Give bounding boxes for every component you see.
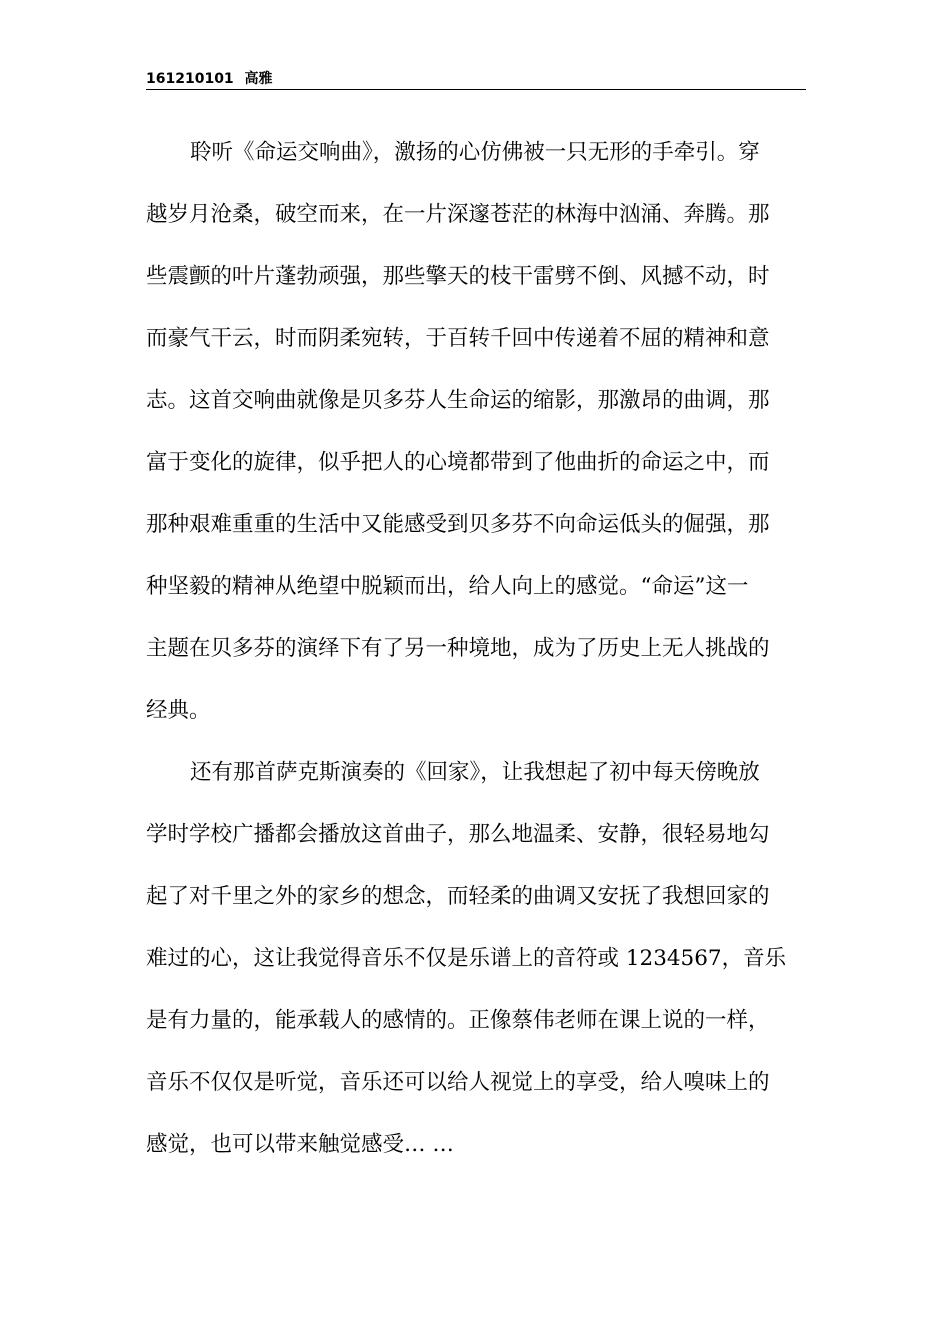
paragraph-line: 聆听《命运交响曲》，激扬的心仿佛被一只无形的手牵引。穿: [190, 140, 760, 165]
paragraph-line: 越岁月沧桑，破空而来，在一片深邃苍茫的林海中汹涌、奔腾。那: [146, 202, 770, 227]
paragraph-line: 感觉，也可以带来触觉感受… …: [146, 1132, 454, 1157]
paragraph-line: 学时学校广播都会播放这首曲子，那么地温柔、安静，很轻易地勾: [146, 822, 770, 847]
paragraph-line: 是有力量的，能承载人的感情的。正像蔡伟老师在课上说的一样，: [146, 1008, 770, 1033]
paragraph-line: 还有那首萨克斯演奏的《回家》，让我想起了初中每天傍晚放: [190, 760, 760, 785]
page-header: [146, 70, 806, 90]
paragraph-1: [146, 127, 808, 747]
paragraph-line: 主题在贝多芬的演绎下有了另一种境地，成为了历史上无人挑战的: [146, 636, 770, 661]
paragraph-line: 音乐不仅仅是听觉，音乐还可以给人视觉上的享受，给人嗅味上的: [146, 1070, 770, 1095]
paragraph-line: 富于变化的旋律，似乎把人的心境都带到了他曲折的命运之中，而: [146, 450, 770, 475]
essay-body: [146, 127, 808, 1181]
paragraph-line: 些震颤的叶片蓬勃顽强，那些擎天的枝干雷劈不倒、风撼不动，时: [146, 264, 770, 289]
paragraph-line: 而豪气干云，时而阴柔宛转，于百转千回中传递着不屈的精神和意: [146, 326, 770, 351]
student-name: 高雅: [244, 71, 273, 87]
paragraph-line: 种坚毅的精神从绝望中脱颖而出，给人向上的感觉。“命运”这一: [146, 574, 749, 599]
student-id: 161210101: [146, 71, 234, 87]
paragraph-2: [146, 747, 808, 1181]
paragraph-line: 起了对千里之外的家乡的想念，而轻柔的曲调又安抚了我想回家的: [146, 884, 770, 909]
paragraph-line: 经典。: [146, 698, 211, 723]
paragraph-line: 志。这首交响曲就像是贝多芬人生命运的缩影，那激昂的曲调，那: [146, 388, 770, 413]
paragraph-line: 难过的心，这让我觉得音乐不仅是乐谱上的音符或 1234567，音乐: [146, 946, 787, 971]
paragraph-line: 那种艰难重重的生活中又能感受到贝多芬不向命运低头的倔强，那: [146, 512, 770, 537]
